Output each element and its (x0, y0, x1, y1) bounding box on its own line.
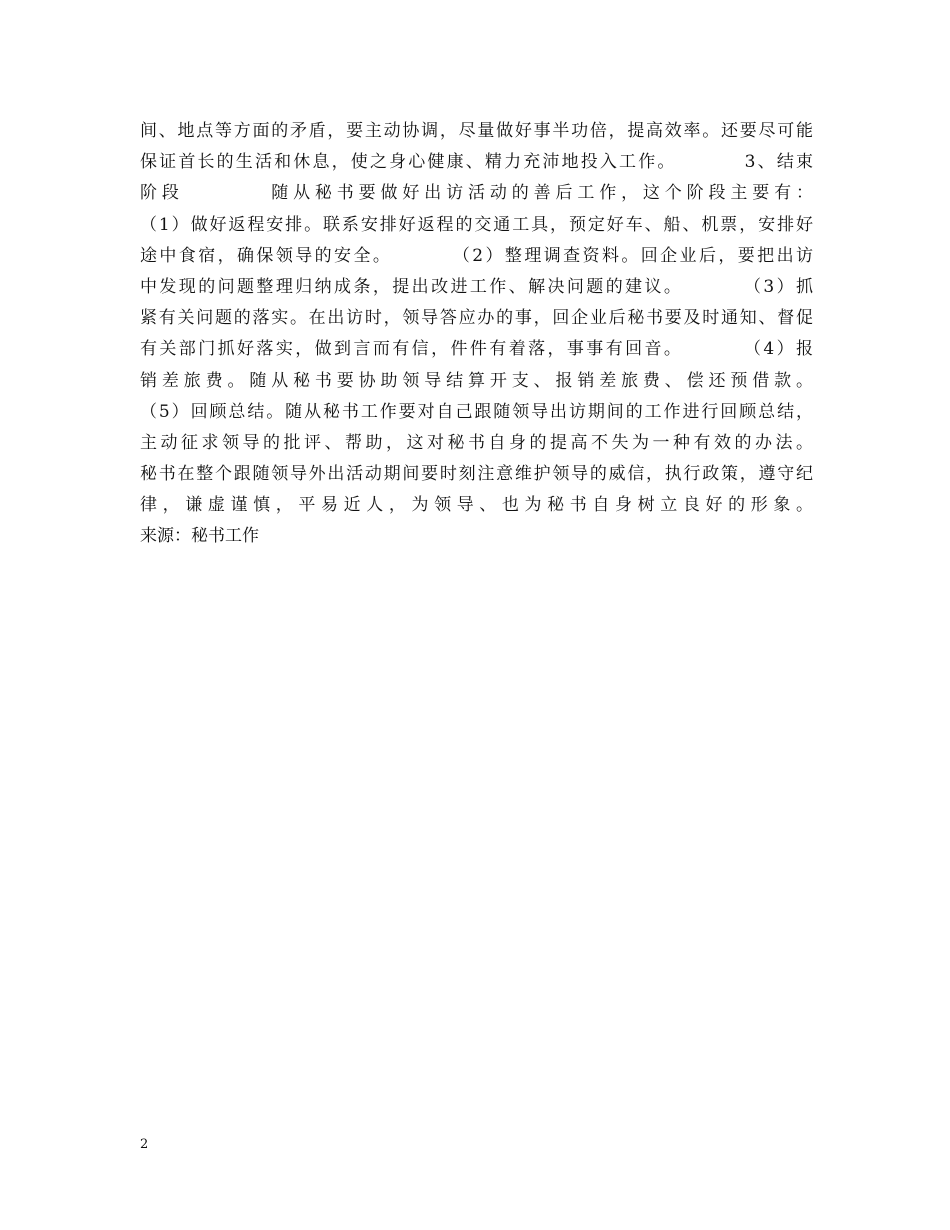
text-line: 律，谦虚谨慎，平易近人，为领导、也为秘书自身树立良好的形象。 (140, 495, 813, 516)
text-line: 有关部门抓好落实，做到言而有信，件件有着落，事事有回音。 （4）报 (140, 339, 813, 360)
text-line: （5）回顾总结。随从秘书工作要对自己跟随领导出访期间的工作进行回顾总结， (140, 401, 813, 422)
source-line: 来源：秘书工作 (140, 526, 259, 547)
text-line: 途中食宿，确保领导的安全。 （2）整理调查资料。回企业后，要把出访 (140, 245, 813, 266)
body-text (140, 116, 813, 553)
text-line: 紧有关问题的落实。在出访时，领导答应办的事，回企业后秘书要及时通知、督促 (140, 308, 813, 329)
text-line: 主动征求领导的批评、帮助，这对秘书自身的提高不失为一种有效的办法。 (140, 432, 813, 453)
text-line: 间、地点等方面的矛盾，要主动协调，尽量做好事半功倍，提高效率。还要尽可能 (140, 121, 813, 141)
text-line: （1）做好返程安排。联系安排好返程的交通工具，预定好车、船、机票，安排好 (140, 214, 813, 235)
page-number: 2 (140, 1137, 149, 1152)
text-line: 中发现的问题整理归纳成条，提出改进工作、解决问题的建议。 （3）抓 (140, 276, 813, 297)
text-line: 保证首长的生活和休息，使之身心健康、精力充沛地投入工作。 3、结束 (140, 152, 813, 173)
text-line: 秘书在整个跟随领导外出活动期间要时刻注意维护领导的威信，执行政策，遵守纪 (140, 464, 813, 485)
text-line: 销差旅费。随从秘书要协助领导结算开支、报销差旅费、偿还预借款。 (140, 370, 813, 391)
text-line: 阶段 随从秘书要做好出访活动的善后工作，这个阶段主要有： (140, 183, 813, 204)
